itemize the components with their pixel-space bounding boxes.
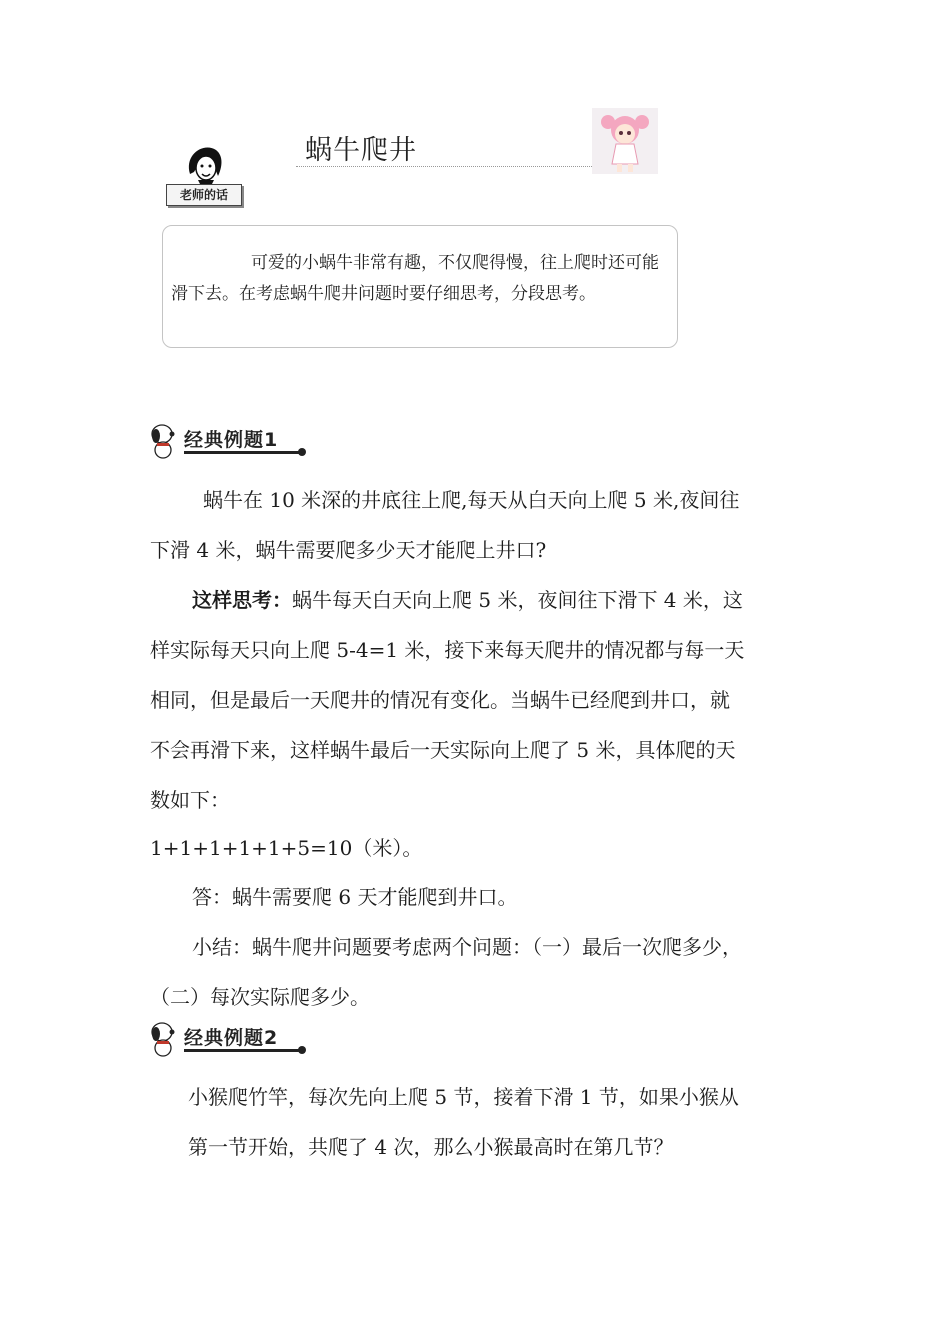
heading-underline (184, 1049, 302, 1052)
example1-think-line4: 不会再滑下来，这样蜗牛最后一天实际向上爬了 5 米，具体爬的天 (150, 738, 736, 762)
example1-label: 经典例题1 (184, 429, 279, 451)
example1-think-line2: 样实际每天只向上爬 5-4=1 米，接下来每天爬井的情况都与每一天 (150, 638, 745, 662)
snoopy-icon (148, 420, 182, 460)
example1-equation: 1+1+1+1+1+5=10（米）。 (150, 836, 423, 860)
teacher-badge: 老师的话 (166, 184, 242, 206)
example1-think-line3: 相同，但是最后一天爬井的情况有变化。当蜗牛已经爬到井口，就 (150, 688, 730, 712)
example2-label: 经典例题2 (184, 1027, 279, 1049)
think-text: 蜗牛每天白天向上爬 5 米，夜间往下滑下 4 米，这 (292, 588, 743, 612)
heading-dot (298, 448, 306, 456)
example1-heading (148, 420, 308, 460)
example2-heading (148, 1018, 308, 1058)
teacher-note-text: 可爱的小蜗牛非常有趣，不仅爬得慢，往上爬时还可能滑下去。在考虑蜗牛爬井问题时要仔细思考，分段思考。 (171, 253, 659, 304)
example1-problem-line2: 下滑 4 米，蜗牛需要爬多少天才能爬上井口? (150, 538, 547, 562)
example1-summary-line2: （二）每次实际爬多少。 (150, 985, 370, 1009)
snoopy-icon (148, 1018, 182, 1058)
think-label: 这样思考： (192, 588, 292, 612)
example1-think-line5: 数如下： (150, 788, 230, 812)
example1-problem-line1: 蜗牛在 10 米深的井底往上爬,每天从白天向上爬 5 米,夜间往 (203, 488, 740, 512)
example2-problem-line1: 小猴爬竹竿，每次先向上爬 5 节，接着下滑 1 节，如果小猴从 (188, 1085, 739, 1109)
example1-think-line1 (192, 575, 743, 625)
page-title: 蜗牛爬井 (305, 135, 417, 166)
girl-illustration (592, 108, 658, 174)
title-underline (296, 166, 592, 167)
example1-summary-line1: 小结：蜗牛爬井问题要考虑两个问题：（一）最后一次爬多少， (192, 935, 742, 959)
example2-problem-line2: 第一节开始，共爬了 4 次，那么小猴最高时在第几节？ (188, 1135, 674, 1159)
example1-answer: 答：蜗牛需要爬 6 天才能爬到井口。 (192, 885, 518, 909)
heading-dot (298, 1046, 306, 1054)
teacher-note (162, 225, 678, 348)
heading-underline (184, 451, 302, 454)
